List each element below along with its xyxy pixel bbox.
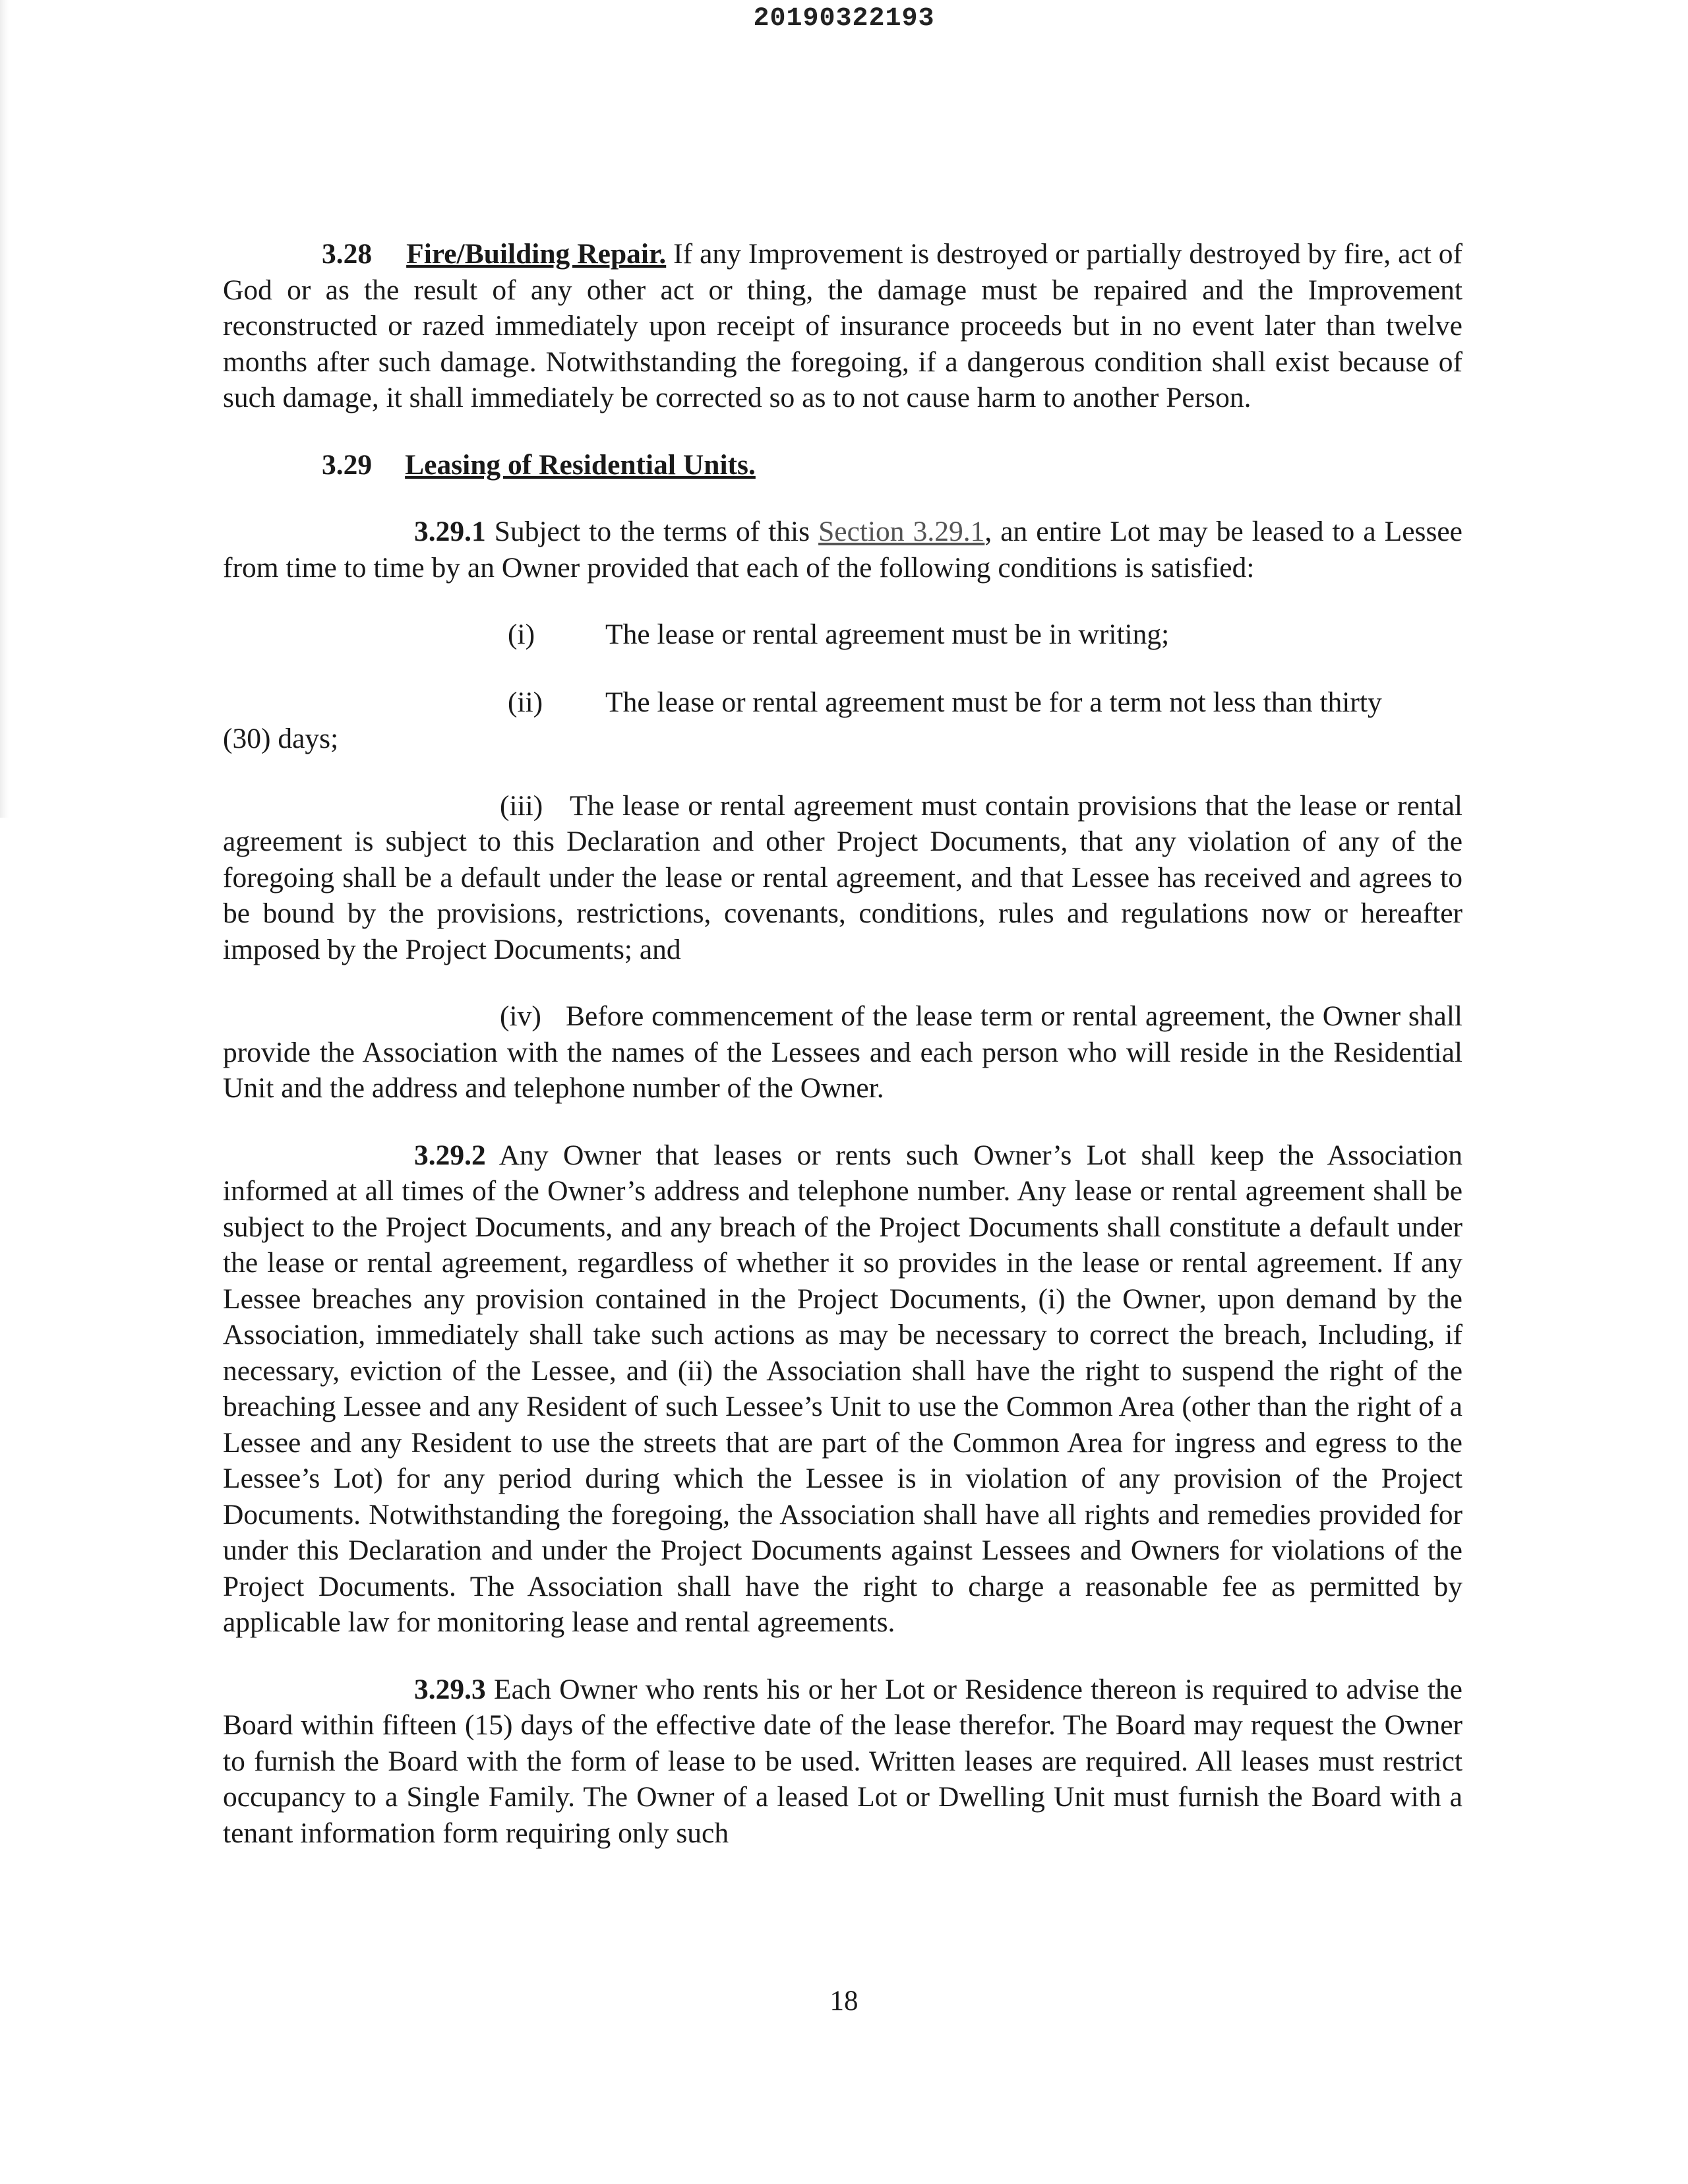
section-heading: Fire/Building Repair. (406, 238, 667, 270)
list-item-ii (223, 684, 1462, 721)
item-text: The lease or rental agreement must contain provisions that the lease or rental agreement is subject to this Declaration and other Project Documents, that any violation of any of the foregoing shall be a default under the lease or rental agreement, and that Lessee has received and agrees to be bound by the provisions, restrictions, covenants, conditions, rules and regulations now or hereafter imposed by the Project Documents; and (223, 789, 1462, 965)
section-number: 3.28 (322, 238, 373, 270)
list-item-iii (223, 788, 1462, 968)
section-reference-link[interactable]: Section 3.29.1 (818, 516, 985, 547)
section-number: 3.29.1 (414, 516, 486, 547)
item-label: (iii) (500, 789, 543, 822)
section-number: 3.29 (322, 448, 373, 481)
list-item-i (223, 617, 1462, 653)
section-3-28 (223, 236, 1462, 416)
document-body (223, 236, 1462, 1851)
scan-edge-shadow (0, 0, 9, 818)
section-text: , an entire Lot may be leased to a Lessee from time to time by an Owner provided that each of the following conditions is satisfied: (223, 516, 1462, 584)
item-text: The lease or rental agreement must be for a term not less than thirty (605, 686, 1382, 718)
section-3-29-2 (223, 1138, 1462, 1641)
item-text: Before commencement of the lease term or rental agreement, the Owner shall provide the Association with the names of the Lessees and each person who will reside in the Residential Unit and the address and telephone number of the Owner. (223, 1000, 1462, 1104)
section-heading: Leasing of Residential Units. (405, 448, 756, 481)
item-text: The lease or rental agreement must be in writing; (605, 619, 1170, 650)
section-body: If any Improvement is destroyed or partially destroyed by fire, act of God or as the result of any other act or thing, the damage must be repaired and the Improvement reconstructed or razed immediately upon receipt of insurance proceeds but in no event later than twelve months after such damage. Notwithstanding the foregoing, if a dangerous condition shall exist because of such damage, it shall immediately be corrected so as to not cause harm to another Person. (223, 238, 1462, 413)
page-number: 18 (829, 1986, 859, 2017)
section-body: Any Owner that leases or rents such Owner’s Lot shall keep the Association informed at all times of the Owner’s address and telephone number. Any lease or rental agreement shall be subject to the Project Documents, and any breach of the Project Documents shall constitute a default under the lease or rental agreement, regardless of whether it so provides in the lease or rental agreement. If any Lessee breaches any provision contained in the Project Documents, (i) the Owner, upon demand by the Association, immediately shall take such actions as may be necessary to correct the breach, Including, if necessary, eviction of the Lessee, and (ii) the Association shall have the right to suspend the right of the breaching Lessee and any Resident of such Lessee’s Unit to use the Common Area (other than the right of a Lessee and any Resident to use the streets that are part of the Common Area for ingress and egress to the Lessee’s Lot) for any period during which the Lessee is in violation of any provision of the Project Documents. Notwithstanding the foregoing, the Association shall have all rights and remedies provided for under this Declaration and under the Project Documents against Lessees and Owners for violations of the Project Documents. The Association shall have the right to charge a reasonable fee as permitted by applicable law for monitoring lease and rental agreements. (223, 1139, 1462, 1638)
list-item-iv (223, 998, 1462, 1107)
section-3-29-1 (223, 514, 1462, 586)
list-item-ii-continuation: (30) days; (223, 723, 339, 754)
section-number: 3.29.3 (414, 1673, 486, 1705)
section-3-29 (223, 447, 1462, 483)
section-text: Subject to the terms of this (485, 516, 819, 547)
item-label: (iv) (500, 1000, 541, 1032)
item-label: (i) (508, 619, 535, 650)
item-label: (ii) (508, 686, 543, 718)
section-body: Each Owner who rents his or her Lot or Residence thereon is required to advise the Board within fifteen (15) days of the effective date of the lease therefor. The Board may request the Owner to furnish the Board with the form of lease to be used. Written leases are required. All leases must restrict occupancy to a Single Family. The Owner of a leased Lot or Dwelling Unit must furnish the Board with a tenant information form requiring only such (223, 1673, 1462, 1849)
section-number: 3.29.2 (414, 1139, 486, 1171)
section-3-29-3 (223, 1672, 1462, 1852)
document-number: 20190322193 (753, 4, 935, 34)
